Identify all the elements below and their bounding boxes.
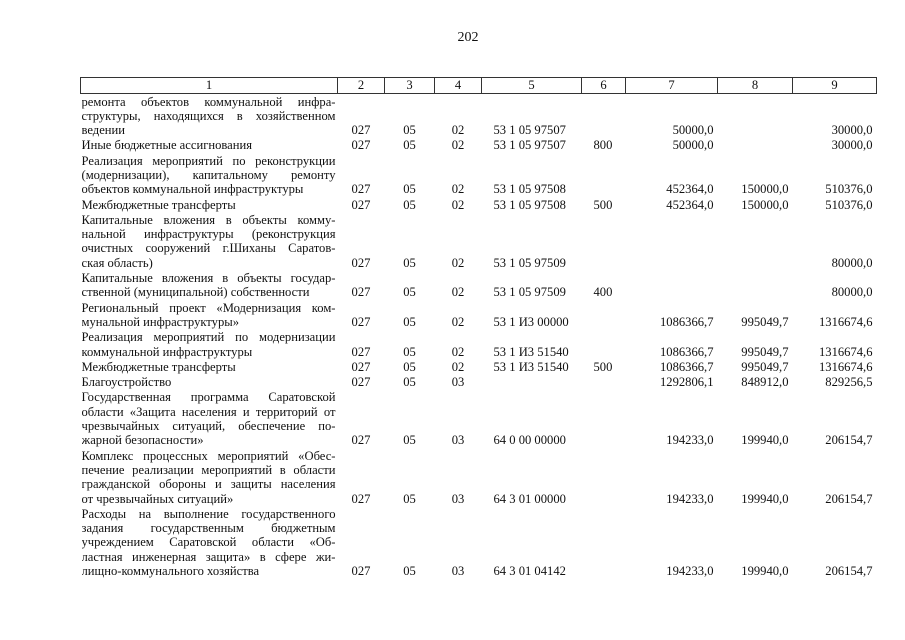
target-article: 53 1 05 97509 <box>493 285 566 300</box>
ministry-code: 027 <box>351 255 371 270</box>
col-header: 8 <box>718 78 793 94</box>
ministry-code: 027 <box>351 433 371 448</box>
amount-year-2: 150000,0 <box>741 182 789 197</box>
col-header: 9 <box>793 78 877 94</box>
description-line: Реализация мероприятий по реконструкции <box>81 153 336 168</box>
description-line: мунальной инфраструктуры» <box>81 314 240 329</box>
amount-year-2 <box>718 138 793 153</box>
description-line: очистных сооружений г.Шиханы Саратов- <box>81 241 336 256</box>
expense-type <box>582 94 626 138</box>
row-description <box>81 506 338 578</box>
amount-year-3: 1316674,6 <box>818 314 873 329</box>
subsection-code: 03 <box>451 491 465 506</box>
row-description <box>81 300 338 330</box>
description-line: учреждением Саратовской области «Об- <box>81 535 336 550</box>
description-line: коммунальной инфраструктуры <box>81 344 253 359</box>
expense-type: 800 <box>593 138 613 153</box>
target-article: 53 1 И3 00000 <box>493 314 569 329</box>
amount-year-1: 1086366,7 <box>659 359 714 374</box>
amount-year-3: 30000,0 <box>831 138 873 153</box>
description-line: объектов коммунальной инфраструктуры <box>81 182 304 197</box>
description-line: Государственная программа Саратовской <box>81 390 336 405</box>
expense-type <box>582 300 626 330</box>
section-code: 05 <box>403 314 416 329</box>
amount-year-2: 995049,7 <box>741 314 789 329</box>
table-row <box>81 506 877 578</box>
row-description <box>81 138 338 153</box>
amount-year-3: 829256,5 <box>825 375 873 390</box>
ministry-code: 027 <box>351 344 371 359</box>
expense-type <box>582 390 626 448</box>
target-article: 53 1 И3 51540 <box>493 359 569 374</box>
description-line: чрезвычайных ситуаций, обеспечение по- <box>81 419 336 434</box>
amount-year-2: 848912,0 <box>741 375 789 390</box>
target-article: 53 1 05 97508 <box>493 197 566 212</box>
col-header: 1 <box>81 78 338 94</box>
row-description <box>81 94 338 138</box>
expense-type <box>582 375 626 390</box>
target-article: 53 1 05 97507 <box>493 138 566 153</box>
target-article: 64 0 00 00000 <box>493 433 566 448</box>
table-row <box>81 448 877 506</box>
description-line: лищно-коммунального хозяйства <box>81 564 260 578</box>
table-row <box>81 271 877 301</box>
description-line: Капитальные вложения в объекты государ- <box>81 271 336 286</box>
amount-year-3: 510376,0 <box>825 182 873 197</box>
row-description <box>81 212 338 270</box>
table-row <box>81 300 877 330</box>
row-description <box>81 375 338 390</box>
description-line: жарной безопасности» <box>81 433 204 448</box>
amount-year-1: 1086366,7 <box>659 314 714 329</box>
section-code: 05 <box>403 375 416 390</box>
table-row <box>81 138 877 153</box>
amount-year-1 <box>626 271 718 301</box>
section-code: 05 <box>403 564 416 578</box>
description-line: ластная инженерная защита» в сфере жи- <box>81 549 336 564</box>
subsection-code: 02 <box>451 314 465 329</box>
amount-year-3: 510376,0 <box>825 197 873 212</box>
amount-year-2: 199940,0 <box>741 564 789 578</box>
col-header: 2 <box>338 78 385 94</box>
description-line: Региональный проект «Модернизация ком- <box>81 300 336 315</box>
col-header: 3 <box>385 78 435 94</box>
section-code: 05 <box>403 197 416 212</box>
amount-year-3: 206154,7 <box>825 564 873 578</box>
subsection-code: 03 <box>451 433 465 448</box>
row-description <box>81 197 338 212</box>
description-line: Межбюджетные трансферты <box>81 197 236 212</box>
target-article: 53 1 05 97508 <box>493 182 566 197</box>
ministry-code: 027 <box>351 197 371 212</box>
amount-year-2: 199940,0 <box>741 433 789 448</box>
subsection-code: 03 <box>451 375 465 390</box>
target-article: 64 3 01 00000 <box>493 491 566 506</box>
row-description <box>81 271 338 301</box>
row-description <box>81 390 338 448</box>
subsection-code: 02 <box>451 197 465 212</box>
description-line: задания государственным бюджетным <box>81 521 336 536</box>
ministry-code: 027 <box>351 491 371 506</box>
amount-year-2: 150000,0 <box>741 197 789 212</box>
description-line: печение реализации мероприятий в области <box>81 462 336 477</box>
amount-year-1 <box>626 212 718 270</box>
amount-year-3: 80000,0 <box>831 285 873 300</box>
amount-year-2 <box>718 212 793 270</box>
table-row <box>81 375 877 390</box>
section-code: 05 <box>403 433 416 448</box>
target-article: 53 1 05 97509 <box>493 255 566 270</box>
subsection-code: 02 <box>451 285 465 300</box>
ministry-code: 027 <box>351 138 371 153</box>
ministry-code: 027 <box>351 375 371 390</box>
amount-year-1: 194233,0 <box>666 564 714 578</box>
row-description <box>81 359 338 374</box>
table-row <box>81 197 877 212</box>
amount-year-2: 199940,0 <box>741 491 789 506</box>
subsection-code: 02 <box>451 138 465 153</box>
amount-year-3: 80000,0 <box>831 255 873 270</box>
target-article: 64 3 01 04142 <box>493 564 566 578</box>
ministry-code: 027 <box>351 314 371 329</box>
subsection-code: 03 <box>451 564 465 578</box>
budget-table <box>80 77 877 579</box>
amount-year-1: 1292806,1 <box>659 375 714 390</box>
table-row <box>81 390 877 448</box>
description-line: ственной (муниципальной) собственности <box>81 285 310 300</box>
amount-year-1: 452364,0 <box>666 182 714 197</box>
header-row <box>81 78 877 94</box>
section-code: 05 <box>403 123 416 138</box>
amount-year-3: 206154,7 <box>825 491 873 506</box>
col-header: 4 <box>435 78 482 94</box>
expense-type: 400 <box>593 285 613 300</box>
ministry-code: 027 <box>351 182 371 197</box>
amount-year-2 <box>718 271 793 301</box>
section-code: 05 <box>403 344 416 359</box>
expense-type: 500 <box>593 359 613 374</box>
subsection-code: 02 <box>451 255 465 270</box>
amount-year-1: 452364,0 <box>666 197 714 212</box>
description-line: от чрезвычайных ситуаций» <box>81 491 234 506</box>
target-article <box>482 375 582 390</box>
subsection-code: 02 <box>451 123 465 138</box>
page-number: 202 <box>457 30 479 45</box>
ministry-code: 027 <box>351 564 371 578</box>
amount-year-3: 1316674,6 <box>818 359 873 374</box>
col-header: 7 <box>626 78 718 94</box>
table-row <box>81 94 877 138</box>
description-line: структуры, находящихся в хозяйственном <box>81 108 336 123</box>
col-header: 6 <box>582 78 626 94</box>
expense-type <box>582 153 626 197</box>
expense-type <box>582 506 626 578</box>
row-description <box>81 330 338 360</box>
subsection-code: 02 <box>451 359 465 374</box>
target-article: 53 1 И3 51540 <box>493 344 569 359</box>
table-row <box>81 359 877 374</box>
description-line: ская область) <box>81 255 153 270</box>
description-line: нальной инфраструктуры (реконструкция <box>81 227 336 242</box>
subsection-code: 02 <box>451 344 465 359</box>
amount-year-2: 995049,7 <box>741 359 789 374</box>
amount-year-1: 50000,0 <box>672 138 714 153</box>
description-line: Комплекс процессных мероприятий «Обес- <box>81 448 336 463</box>
amount-year-3: 30000,0 <box>831 123 873 138</box>
description-line: Капитальные вложения в объекты комму- <box>81 212 336 227</box>
expense-type <box>582 448 626 506</box>
amount-year-1: 194233,0 <box>666 491 714 506</box>
row-description <box>81 448 338 506</box>
section-code: 05 <box>403 138 416 153</box>
expense-type <box>582 330 626 360</box>
section-code: 05 <box>403 359 416 374</box>
ministry-code: 027 <box>351 123 371 138</box>
description-line: ремонта объектов коммунальной инфра- <box>81 94 336 109</box>
amount-year-1: 194233,0 <box>666 433 714 448</box>
ministry-code: 027 <box>351 359 371 374</box>
table-row <box>81 212 877 270</box>
amount-year-3: 206154,7 <box>825 433 873 448</box>
expense-type: 500 <box>593 197 613 212</box>
amount-year-2: 995049,7 <box>741 344 789 359</box>
table-row <box>81 330 877 360</box>
description-line: (модернизации), капитальному ремонту <box>81 167 336 182</box>
description-line: Межбюджетные трансферты <box>81 359 236 374</box>
section-code: 05 <box>403 182 416 197</box>
target-article: 53 1 05 97507 <box>493 123 566 138</box>
description-line: ведении <box>81 123 126 138</box>
amount-year-3: 1316674,6 <box>818 344 873 359</box>
col-header: 5 <box>482 78 582 94</box>
description-line: Благоустройство <box>81 375 172 390</box>
amount-year-2 <box>718 94 793 138</box>
section-code: 05 <box>403 491 416 506</box>
description-line: гражданской обороны и защиты населения <box>81 477 336 492</box>
section-code: 05 <box>403 285 416 300</box>
description-line: Иные бюджетные ассигнования <box>81 138 253 153</box>
description-line: Расходы на выполнение государственного <box>81 506 336 521</box>
row-description <box>81 153 338 197</box>
description-line: области «Защита населения и территорий от <box>81 404 336 419</box>
table-row <box>81 153 877 197</box>
amount-year-1: 1086366,7 <box>659 344 714 359</box>
subsection-code: 02 <box>451 182 465 197</box>
amount-year-1: 50000,0 <box>672 123 714 138</box>
section-code: 05 <box>403 255 416 270</box>
expense-type <box>582 212 626 270</box>
ministry-code: 027 <box>351 285 371 300</box>
description-line: Реализация мероприятий по модернизации <box>81 330 336 345</box>
